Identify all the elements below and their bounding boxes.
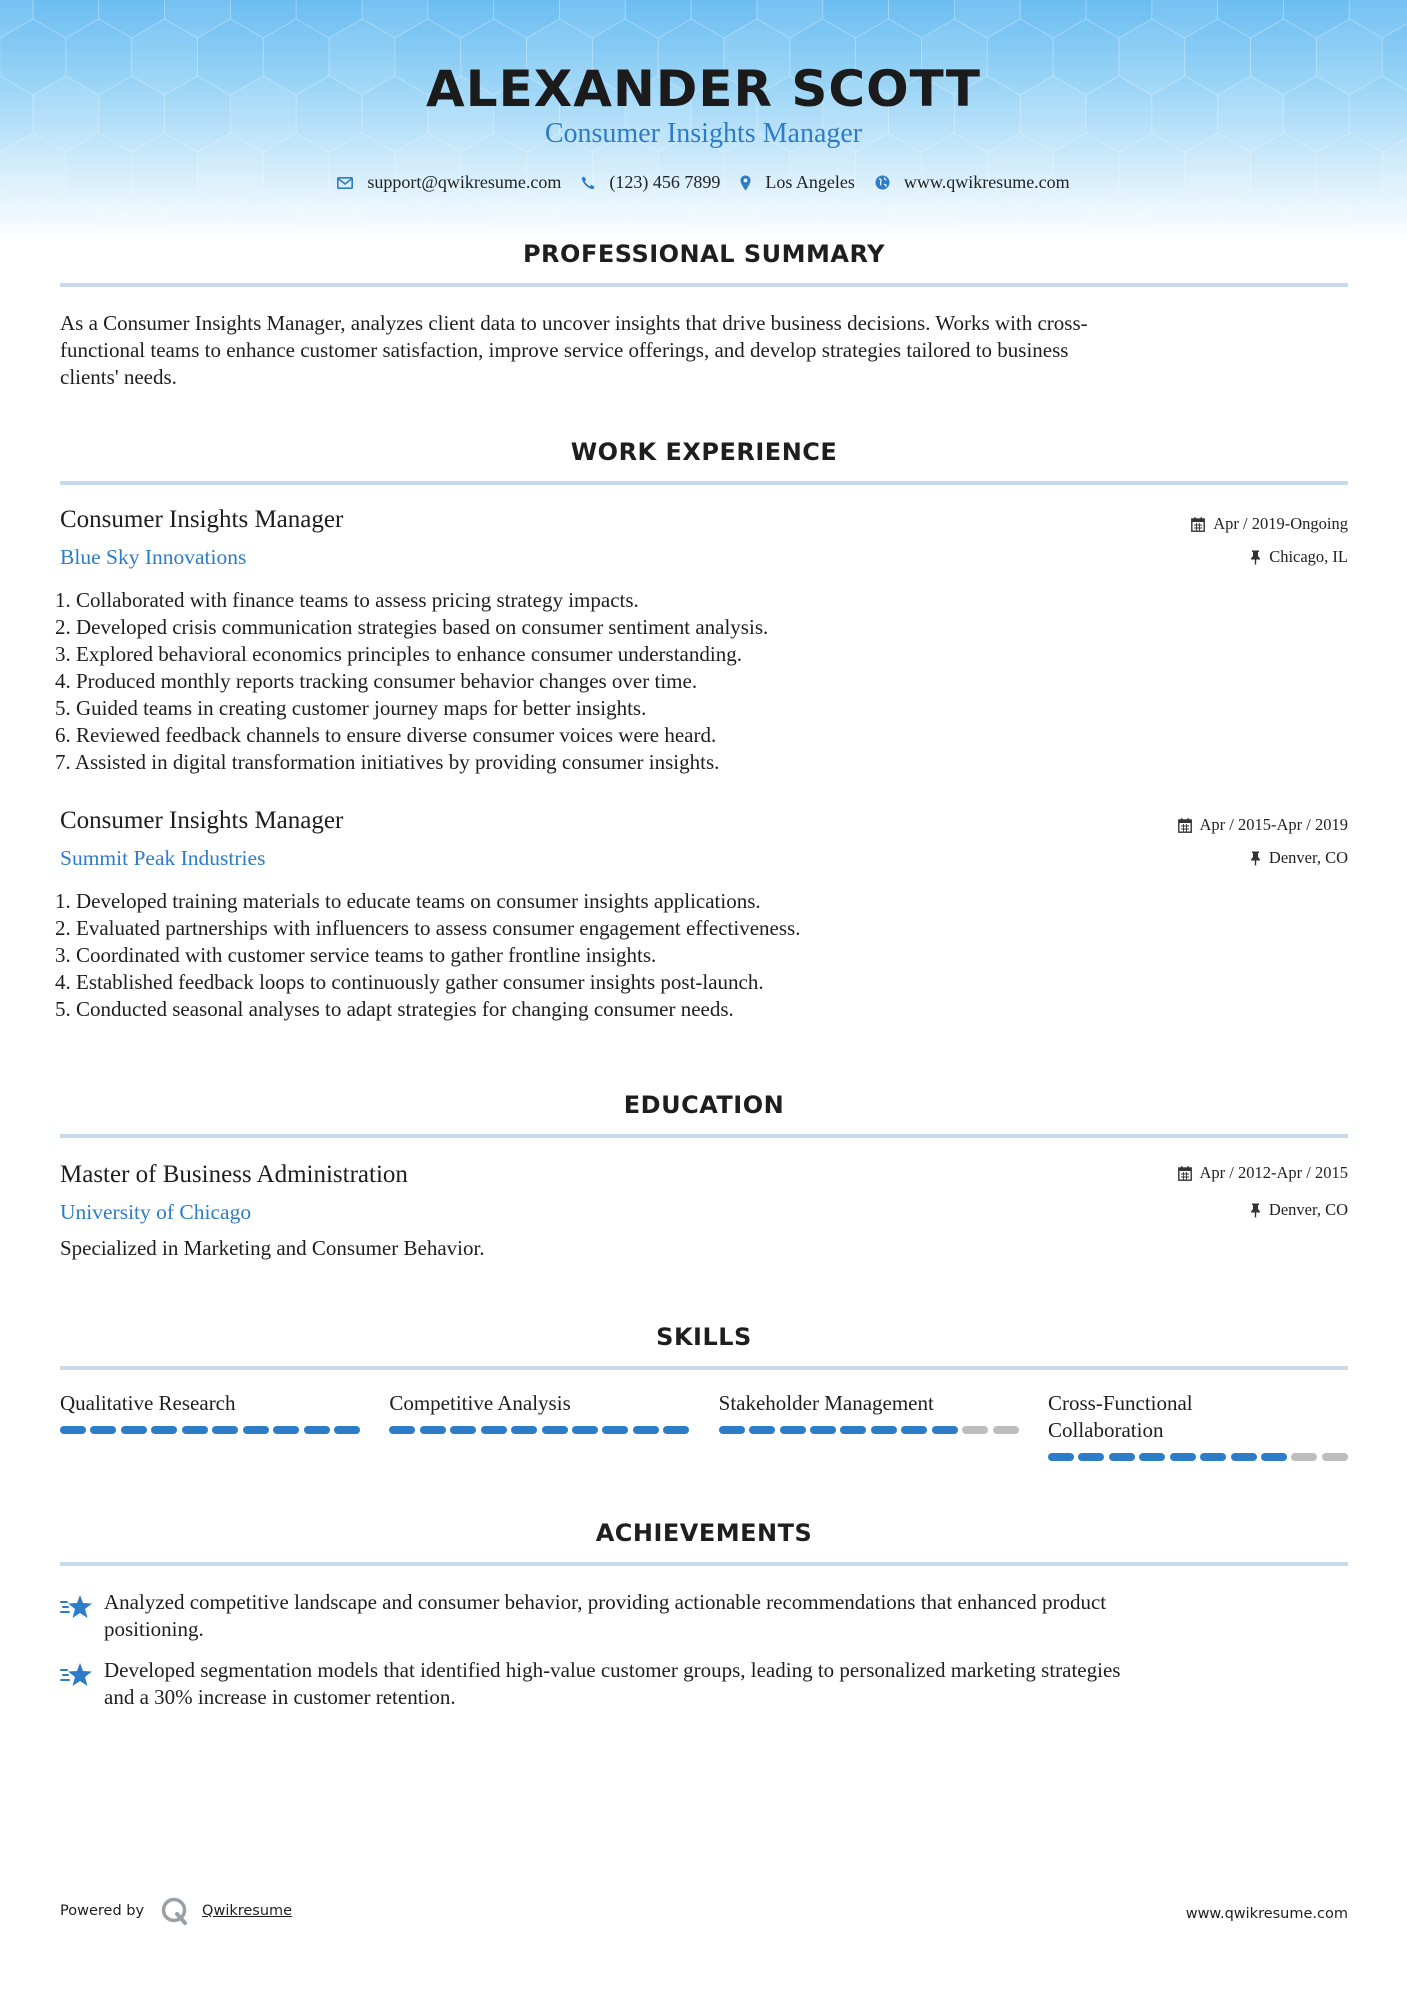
skill-dot-filled xyxy=(511,1426,537,1434)
qwikresume-logo-icon xyxy=(160,1896,190,1926)
skill-dot-filled xyxy=(932,1426,958,1434)
location-text: Los Angeles xyxy=(765,172,855,192)
footer-powered-by xyxy=(60,1896,292,1926)
job-dates-text: Apr / 2019-Ongoing xyxy=(1213,514,1348,533)
skill-item xyxy=(719,1390,1019,1461)
skill-dot-filled xyxy=(1078,1453,1104,1461)
skill-dot-filled xyxy=(481,1426,507,1434)
education-dates xyxy=(1178,1163,1348,1183)
skill-dot-filled xyxy=(450,1426,476,1434)
section-divider xyxy=(60,481,1348,485)
contact-location xyxy=(740,172,855,193)
phone-icon xyxy=(581,176,595,190)
skill-dot-empty xyxy=(962,1426,988,1434)
job-dates xyxy=(1191,514,1348,534)
job-location-text: Denver, CO xyxy=(1268,848,1348,867)
achievement-item xyxy=(60,1589,1348,1643)
skill-rating xyxy=(60,1426,360,1434)
skill-dot-filled xyxy=(1261,1453,1287,1461)
skill-rating xyxy=(1048,1453,1348,1461)
skill-dot-filled xyxy=(212,1426,238,1434)
list-item: 1. Developed training materials to educate teams on consumer insights applications. xyxy=(55,889,761,913)
section-title-work: WORK EXPERIENCE xyxy=(570,438,838,466)
skill-dot-filled xyxy=(871,1426,897,1434)
skill-dot-filled xyxy=(1139,1453,1165,1461)
summary-text xyxy=(60,310,1348,391)
job-role: Consumer Insights Manager xyxy=(60,506,344,533)
skill-dot-filled xyxy=(542,1426,568,1434)
skill-dot-filled xyxy=(304,1426,330,1434)
skill-dot-empty xyxy=(993,1426,1019,1434)
calendar-icon xyxy=(1178,1166,1192,1181)
education-description: Specialized in Marketing and Consumer Behavior. xyxy=(60,1236,485,1260)
skill-dot-filled xyxy=(749,1426,775,1434)
achievement-line: Developed segmentation models that identified high-value customer groups, leading to personalized marketing strategies xyxy=(104,1658,1121,1682)
website-text: www.qwikresume.com xyxy=(903,172,1070,192)
skill-dot-filled xyxy=(243,1426,269,1434)
candidate-title: Consumer Insights Manager xyxy=(544,118,863,149)
skill-dot-filled xyxy=(90,1426,116,1434)
section-title-skills: SKILLS xyxy=(656,1323,752,1351)
education-school: University of Chicago xyxy=(60,1200,252,1224)
skill-dot-filled xyxy=(663,1426,689,1434)
list-item: 4. Produced monthly reports tracking consumer behavior changes over time. xyxy=(55,669,698,693)
calendar-icon xyxy=(1191,517,1205,532)
skill-dot-filled xyxy=(1231,1453,1257,1461)
skill-name-line: Cross-Functional xyxy=(1047,1391,1193,1415)
skill-rating xyxy=(719,1426,1019,1434)
skill-dot-filled xyxy=(1170,1453,1196,1461)
achievement-line: positioning. xyxy=(104,1617,204,1641)
envelope-icon xyxy=(337,177,353,189)
pushpin-icon xyxy=(1250,550,1261,565)
candidate-name: ALEXANDER SCOTT xyxy=(426,60,981,118)
skill-dot-filled xyxy=(719,1426,745,1434)
skill-dot-filled xyxy=(389,1426,415,1434)
job-location-text: Chicago, IL xyxy=(1269,547,1348,566)
skill-item xyxy=(389,1390,689,1461)
skill-dot-filled xyxy=(901,1426,927,1434)
pushpin-icon xyxy=(1250,1203,1261,1218)
achievement-item xyxy=(60,1657,1348,1711)
list-item: 3. Coordinated with customer service teams to gather frontline insights. xyxy=(55,943,657,967)
summary-line: clients' needs. xyxy=(60,365,177,389)
email-text: support@qwikresume.com xyxy=(367,172,562,192)
skill-dot-filled xyxy=(572,1426,598,1434)
skill-item xyxy=(60,1390,360,1461)
skill-dot-filled xyxy=(602,1426,628,1434)
job-responsibilities xyxy=(55,587,1255,776)
summary-line: As a Consumer Insights Manager, analyzes client data to uncover insights that drive business decisions. Works with cross- xyxy=(60,311,1088,335)
contact-bar xyxy=(0,172,1407,193)
contact-email[interactable] xyxy=(337,172,561,193)
achievement-line: Analyzed competitive landscape and consumer behavior, providing actionable recommendations that enhanced product xyxy=(104,1590,1107,1614)
skill-dot-filled xyxy=(121,1426,147,1434)
calendar-icon xyxy=(1178,818,1192,833)
contact-phone[interactable] xyxy=(581,172,720,193)
list-item: 1. Collaborated with finance teams to assess pricing strategy impacts. xyxy=(55,588,639,612)
list-item: 5. Conducted seasonal analyses to adapt strategies for changing consumer needs. xyxy=(55,997,734,1021)
skill-dot-filled xyxy=(1048,1453,1074,1461)
list-item: 6. Reviewed feedback channels to ensure diverse consumer voices were heard. xyxy=(55,723,717,747)
skill-name xyxy=(1048,1390,1348,1444)
skill-rating xyxy=(389,1426,689,1434)
footer-website[interactable]: www.qwikresume.com xyxy=(1185,1906,1348,1922)
education-location xyxy=(1250,1200,1348,1220)
section-divider xyxy=(60,283,1348,287)
skill-dot-empty xyxy=(1291,1453,1317,1461)
job-dates-text: Apr / 2015-Apr / 2019 xyxy=(1199,815,1348,834)
skill-dot-filled xyxy=(780,1426,806,1434)
skill-dot-filled xyxy=(334,1426,360,1434)
section-divider xyxy=(60,1366,1348,1370)
skill-dot-filled xyxy=(60,1426,86,1434)
skill-dot-filled xyxy=(182,1426,208,1434)
skills-grid xyxy=(60,1390,1348,1461)
skill-name-line: Collaboration xyxy=(1047,1418,1164,1442)
contact-website[interactable] xyxy=(875,172,1070,193)
skill-dot-filled xyxy=(810,1426,836,1434)
section-divider xyxy=(60,1562,1348,1566)
skill-dot-filled xyxy=(1109,1453,1135,1461)
job-role: Consumer Insights Manager xyxy=(60,807,344,834)
skill-dot-filled xyxy=(151,1426,177,1434)
education-dates-text: Apr / 2012-Apr / 2015 xyxy=(1199,1163,1348,1182)
job-location xyxy=(1250,547,1348,567)
achievement-line: and a 30% increase in customer retention. xyxy=(104,1685,456,1709)
job-company: Summit Peak Industries xyxy=(60,846,266,870)
skill-dot-filled xyxy=(1200,1453,1226,1461)
brand-link[interactable]: Qwikresume xyxy=(202,1903,293,1919)
shooting-star-icon xyxy=(60,1593,94,1621)
skill-name: Qualitative Research xyxy=(60,1391,236,1415)
list-item: 5. Guided teams in creating customer journey maps for better insights. xyxy=(55,696,647,720)
section-divider xyxy=(60,1134,1348,1138)
pushpin-icon xyxy=(1250,851,1261,866)
map-marker-icon xyxy=(740,175,751,191)
skill-name: Stakeholder Management xyxy=(718,1391,934,1415)
section-title-education: EDUCATION xyxy=(623,1091,785,1119)
skill-item xyxy=(1048,1390,1348,1461)
job-company: Blue Sky Innovations xyxy=(60,545,247,569)
shooting-star-icon xyxy=(60,1661,94,1689)
skill-dot-filled xyxy=(273,1426,299,1434)
list-item: 4. Established feedback loops to continuously gather consumer insights post-launch. xyxy=(55,970,764,994)
skill-dot-filled xyxy=(840,1426,866,1434)
skill-dot-filled xyxy=(420,1426,446,1434)
job-location xyxy=(1250,848,1348,868)
job-dates xyxy=(1178,815,1348,835)
list-item: 2. Evaluated partnerships with influencers to assess consumer engagement effectiveness. xyxy=(55,916,801,940)
skill-name: Competitive Analysis xyxy=(389,1391,571,1415)
skill-dot-empty xyxy=(1322,1453,1348,1461)
summary-line: functional teams to enhance customer satisfaction, improve service offerings, and develop strategies tailored to business xyxy=(60,338,1069,362)
education-location-text: Denver, CO xyxy=(1268,1200,1348,1219)
list-item: 7. Assisted in digital transformation initiatives by providing consumer insights. xyxy=(55,750,720,774)
job-responsibilities xyxy=(55,888,1255,1023)
list-item: 3. Explored behavioral economics principles to enhance consumer understanding. xyxy=(55,642,742,666)
globe-icon xyxy=(875,175,890,190)
section-title-summary: PROFESSIONAL SUMMARY xyxy=(522,240,886,268)
skill-dot-filled xyxy=(633,1426,659,1434)
section-title-achievements: ACHIEVEMENTS xyxy=(595,1519,813,1547)
powered-by-text: Powered by xyxy=(60,1903,145,1919)
education-degree: Master of Business Administration xyxy=(60,1161,408,1188)
phone-text: (123) 456 7899 xyxy=(609,172,721,192)
list-item: 2. Developed crisis communication strategies based on consumer sentiment analysis. xyxy=(55,615,769,639)
